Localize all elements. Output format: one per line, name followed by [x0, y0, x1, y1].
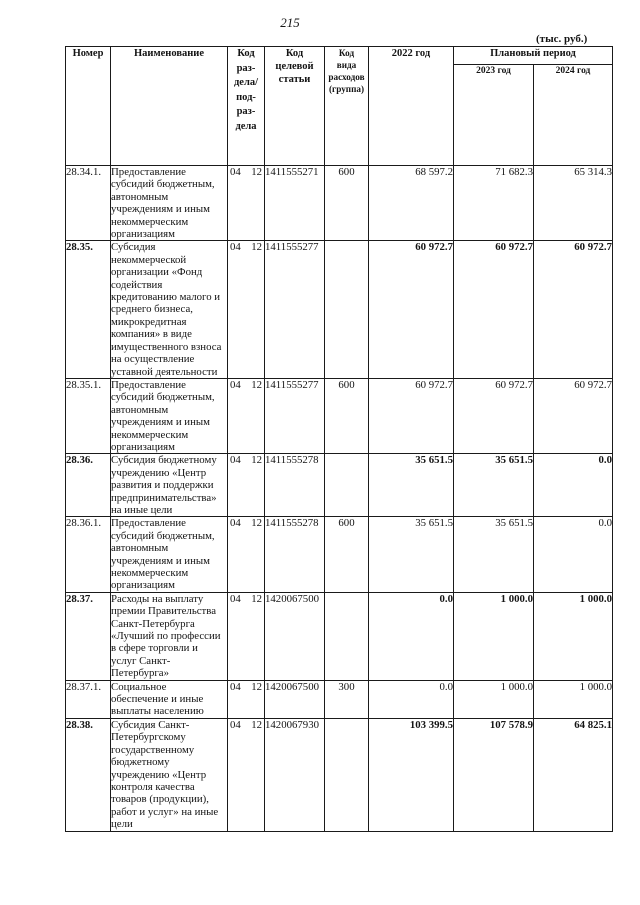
row-number: 28.35.	[66, 241, 93, 254]
row-name-line: Предоставление	[111, 166, 186, 178]
amount-2024-cell	[534, 680, 613, 718]
row-name-line: автономным	[111, 542, 169, 555]
header-year-2022	[369, 47, 454, 166]
units-note: (тыс. руб.)	[536, 33, 588, 45]
table-row	[66, 592, 613, 680]
row-name-line: содействия	[111, 278, 163, 291]
row-name-line: компания» в виде	[111, 328, 192, 341]
header-planning-period-label: Плановый период	[490, 48, 576, 59]
expense-type-cell	[325, 454, 369, 517]
row-name-line: субсидий бюджетным,	[111, 529, 215, 542]
expense-type-cell	[325, 592, 369, 680]
header-expense-type-code	[325, 47, 369, 166]
section-code: 04	[230, 680, 241, 693]
row-name-cell	[111, 378, 228, 453]
section-code: 04	[230, 378, 241, 391]
expense-type-cell	[325, 241, 369, 378]
row-name-line: выплаты населению	[111, 705, 204, 718]
row-name-line: услуг Санкт-	[111, 654, 171, 667]
section-subsection-pair	[228, 379, 264, 391]
amount-2023: 1 000.0	[500, 592, 533, 605]
section-code: 04	[230, 454, 241, 467]
target-article-code: 1411555271	[265, 166, 319, 178]
expense-type-code: 600	[338, 378, 355, 391]
target-article-code: 1420067930	[265, 718, 319, 731]
section-subsection-pair	[228, 241, 264, 253]
section-subsection-pair	[228, 517, 264, 529]
subsection-code: 12	[251, 241, 262, 254]
budget-table	[65, 46, 613, 832]
section-code: 04	[230, 241, 241, 254]
row-name-cell	[111, 166, 228, 241]
amount-2024-cell	[534, 517, 613, 592]
amount-2023-cell	[454, 680, 534, 718]
page-number: 215	[280, 15, 300, 30]
table-body	[66, 166, 613, 832]
amount-2022: 0.0	[439, 680, 453, 693]
row-name-line: кредитованию малого и	[111, 291, 221, 304]
section-code-cell	[228, 680, 265, 718]
row-number: 28.37.	[66, 592, 93, 605]
amount-2022: 68 597.2	[415, 166, 453, 178]
expense-type-code: 600	[338, 517, 355, 530]
target-article-code: 1411555277	[265, 241, 319, 254]
header-year-2022-label: 2022 год	[391, 48, 431, 59]
subsection-code: 12	[251, 166, 262, 178]
expense-type-cell	[325, 378, 369, 453]
amount-2024: 1 000.0	[579, 592, 612, 605]
row-name-line: товаров (продукции),	[111, 793, 209, 806]
header-expense-type-line: (группа)	[328, 84, 365, 94]
row-name-cell	[111, 241, 228, 378]
target-code-cell	[265, 454, 325, 517]
row-name-line: некоммерческой	[111, 253, 187, 266]
amount-2022: 0.0	[439, 592, 453, 605]
amount-2022-cell	[369, 241, 454, 378]
section-code-cell	[228, 517, 265, 592]
row-name-line: цели	[111, 818, 133, 831]
row-number: 28.34.1.	[66, 166, 102, 178]
section-code: 04	[230, 592, 241, 605]
row-name-line: учреждениям и иным	[111, 554, 210, 567]
row-name-line: Петербургскому	[111, 731, 186, 744]
amount-2024: 65 314.3	[574, 166, 612, 178]
amount-2024: 0.0	[598, 454, 612, 467]
section-subsection-pair	[228, 166, 264, 178]
row-name-line: автономным	[111, 403, 169, 416]
section-code-cell	[228, 718, 265, 831]
amount-2024: 64 825.1	[574, 718, 612, 731]
amount-2023: 1 000.0	[500, 680, 533, 693]
amount-2023-cell	[454, 718, 534, 831]
amount-2023-cell	[454, 166, 534, 241]
target-article-code: 1420067500	[265, 680, 319, 693]
row-number-cell	[66, 241, 111, 378]
row-name-line: учреждению «Центр	[111, 768, 207, 781]
row-number: 28.35.1.	[66, 378, 102, 391]
subsection-code: 12	[251, 680, 262, 693]
amount-2022-cell	[369, 378, 454, 453]
target-code-cell	[265, 241, 325, 378]
header-number	[66, 47, 111, 166]
row-name-cell	[111, 454, 228, 517]
section-code-cell	[228, 166, 265, 241]
row-name-line: организациям	[111, 579, 175, 592]
amount-2023: 107 578.9	[489, 718, 533, 731]
amount-2023-cell	[454, 592, 534, 680]
section-subsection-pair	[228, 719, 264, 731]
section-subsection-pair	[228, 593, 264, 605]
row-number-cell	[66, 592, 111, 680]
target-article-code: 1411555278	[265, 517, 319, 530]
amount-2023: 35 651.5	[495, 517, 533, 530]
header-section-line: Код	[237, 48, 255, 59]
row-name-line: на осуществление	[111, 353, 195, 366]
amount-2024-cell	[534, 592, 613, 680]
row-number-cell	[66, 718, 111, 831]
row-name-line: работ и услуг» на иные	[111, 805, 219, 818]
row-name-line: Социальное	[111, 680, 167, 693]
amount-2022: 35 651.5	[415, 517, 453, 530]
row-name-line: организации «Фонд	[111, 266, 203, 279]
amount-2023: 60 972.7	[495, 241, 533, 254]
header-name	[111, 47, 228, 166]
subsection-code: 12	[251, 378, 262, 391]
amount-2022-cell	[369, 517, 454, 592]
amount-2023-cell	[454, 454, 534, 517]
expense-type-cell	[325, 718, 369, 831]
header-section-code	[228, 47, 265, 166]
target-code-cell	[265, 517, 325, 592]
row-name-line: государственному	[111, 743, 195, 756]
section-code: 04	[230, 166, 241, 178]
table-row	[66, 378, 613, 453]
amount-2023-cell	[454, 241, 534, 378]
row-name-line: учреждениям и иным	[111, 416, 210, 429]
row-name-line: развития и поддержки	[111, 479, 214, 492]
header-section-line: под-	[236, 91, 256, 103]
row-name-line: Петербурга»	[111, 667, 169, 680]
row-number: 28.38.	[66, 718, 93, 731]
section-code-cell	[228, 241, 265, 378]
row-name-line: Субсидия бюджетному	[111, 454, 217, 467]
row-name-cell	[111, 680, 228, 718]
amount-2024: 0.0	[598, 517, 612, 530]
row-name-line: обеспечение и иные	[111, 693, 204, 706]
header-target-code	[265, 47, 325, 166]
row-number-cell	[66, 517, 111, 592]
amount-2023: 71 682.3	[495, 166, 533, 178]
amount-2023: 35 651.5	[495, 454, 533, 467]
row-name-line: контроля качества	[111, 780, 195, 793]
subsection-code: 12	[251, 454, 262, 467]
amount-2024-cell	[534, 378, 613, 453]
row-name-line: Субсидия Санкт-	[111, 718, 190, 731]
table-row	[66, 718, 613, 831]
row-name-line: предпринимательства»	[111, 491, 217, 504]
expense-type-code: 300	[338, 680, 355, 693]
row-name-cell	[111, 718, 228, 831]
target-code-cell	[265, 592, 325, 680]
row-name-line: автономным	[111, 190, 169, 203]
table-row	[66, 517, 613, 592]
amount-2022: 35 651.5	[415, 454, 453, 467]
row-name-line: в сфере торговли и	[111, 642, 198, 655]
target-code-cell	[265, 166, 325, 241]
row-name-line: учреждениям и иным	[111, 203, 210, 216]
row-name-line: учреждению «Центр	[111, 466, 207, 479]
row-number: 28.36.	[66, 454, 93, 467]
header-planning-period	[454, 47, 613, 65]
row-name-line: имущественного взноса	[111, 340, 222, 353]
section-code-cell	[228, 454, 265, 517]
amount-2022: 103 399.5	[409, 718, 453, 731]
table-row	[66, 166, 613, 241]
expense-type-cell	[325, 517, 369, 592]
target-code-cell	[265, 718, 325, 831]
header-expense-type-line: расходов	[328, 72, 365, 82]
table-header	[66, 47, 613, 166]
header-expense-type-line: Код	[338, 48, 355, 58]
amount-2024-cell	[534, 454, 613, 517]
header-target-line: статьи	[278, 74, 311, 85]
header-section-line: раз-	[236, 106, 256, 118]
amount-2024-cell	[534, 241, 613, 378]
target-code-cell	[265, 378, 325, 453]
section-code-cell	[228, 592, 265, 680]
table-row	[66, 680, 613, 718]
row-name-line: некоммерческим	[111, 567, 189, 579]
header-section-line: раз-	[236, 62, 256, 74]
amount-2024-cell	[534, 718, 613, 831]
amount-2023: 60 972.7	[495, 378, 533, 391]
row-name-line: Субсидия	[111, 241, 156, 254]
header-year-2024-label: 2024 год	[555, 66, 591, 76]
subsection-code: 12	[251, 718, 262, 731]
subsection-code: 12	[251, 592, 262, 605]
expense-type-cell	[325, 166, 369, 241]
target-article-code: 1411555278	[265, 454, 319, 467]
target-article-code: 1411555277	[265, 378, 319, 391]
amount-2022-cell	[369, 680, 454, 718]
target-code-cell	[265, 680, 325, 718]
header-target-line: Код	[285, 48, 304, 59]
header-target-line: целевой	[275, 61, 314, 72]
amount-2022-cell	[369, 166, 454, 241]
amount-2022-cell	[369, 718, 454, 831]
row-name-line: Санкт-Петербурга	[111, 617, 195, 630]
amount-2024: 1 000.0	[579, 680, 612, 693]
row-number-cell	[66, 454, 111, 517]
header-year-2024	[534, 65, 613, 166]
subsection-code: 12	[251, 517, 262, 530]
amount-2022: 60 972.7	[415, 241, 453, 254]
row-number: 28.36.1.	[66, 517, 102, 530]
row-name-line: некоммерческим	[111, 215, 189, 228]
expense-type-cell	[325, 680, 369, 718]
amount-2022: 60 972.7	[415, 378, 453, 391]
row-name-line: некоммерческим	[111, 428, 189, 441]
section-code: 04	[230, 718, 241, 731]
header-section-line: дела/	[233, 77, 259, 89]
amount-2022-cell	[369, 454, 454, 517]
row-name-line: Предоставление	[111, 517, 186, 530]
amount-2024: 60 972.7	[574, 378, 612, 391]
row-name-line: на иные цели	[111, 503, 173, 516]
row-name-line: субсидий бюджетным,	[111, 391, 215, 404]
table-row	[66, 241, 613, 378]
row-name-line: среднего бизнеса,	[111, 303, 193, 316]
target-article-code: 1420067500	[265, 592, 319, 605]
row-name-line: «Лучший по профессии	[111, 630, 221, 643]
row-name-cell	[111, 592, 228, 680]
row-name-line: Предоставление	[111, 378, 186, 391]
row-name-line: уставной деятельности	[111, 365, 218, 378]
row-name-line: организациям	[111, 440, 175, 453]
header-year-2023	[454, 65, 534, 166]
row-name-line: микрокредитная	[111, 315, 187, 328]
header-number-label: Номер	[72, 48, 104, 59]
row-name-line: бюджетному	[111, 756, 170, 769]
row-number-cell	[66, 378, 111, 453]
amount-2022-cell	[369, 592, 454, 680]
amount-2023-cell	[454, 378, 534, 453]
expense-type-code: 600	[338, 166, 355, 178]
amount-2024-cell	[534, 166, 613, 241]
section-subsection-pair	[228, 454, 264, 466]
header-name-label: Наименование	[134, 48, 204, 59]
header-expense-type-line: вида	[336, 60, 357, 70]
section-code-cell	[228, 378, 265, 453]
row-name-cell	[111, 517, 228, 592]
header-year-2023-label: 2023 год	[476, 66, 511, 76]
table-row	[66, 454, 613, 517]
section-code: 04	[230, 517, 241, 530]
row-number-cell	[66, 680, 111, 718]
row-name-line: премии Правительства	[111, 605, 217, 618]
row-number-cell	[66, 166, 111, 241]
amount-2024: 60 972.7	[574, 241, 612, 254]
section-subsection-pair	[228, 681, 264, 693]
amount-2023-cell	[454, 517, 534, 592]
header-section-line: дела	[235, 120, 257, 132]
row-name-line: субсидий бюджетным,	[111, 178, 215, 191]
row-number: 28.37.1.	[66, 680, 102, 693]
row-name-line: Расходы на выплату	[111, 592, 204, 605]
row-name-line: организациям	[111, 228, 175, 241]
